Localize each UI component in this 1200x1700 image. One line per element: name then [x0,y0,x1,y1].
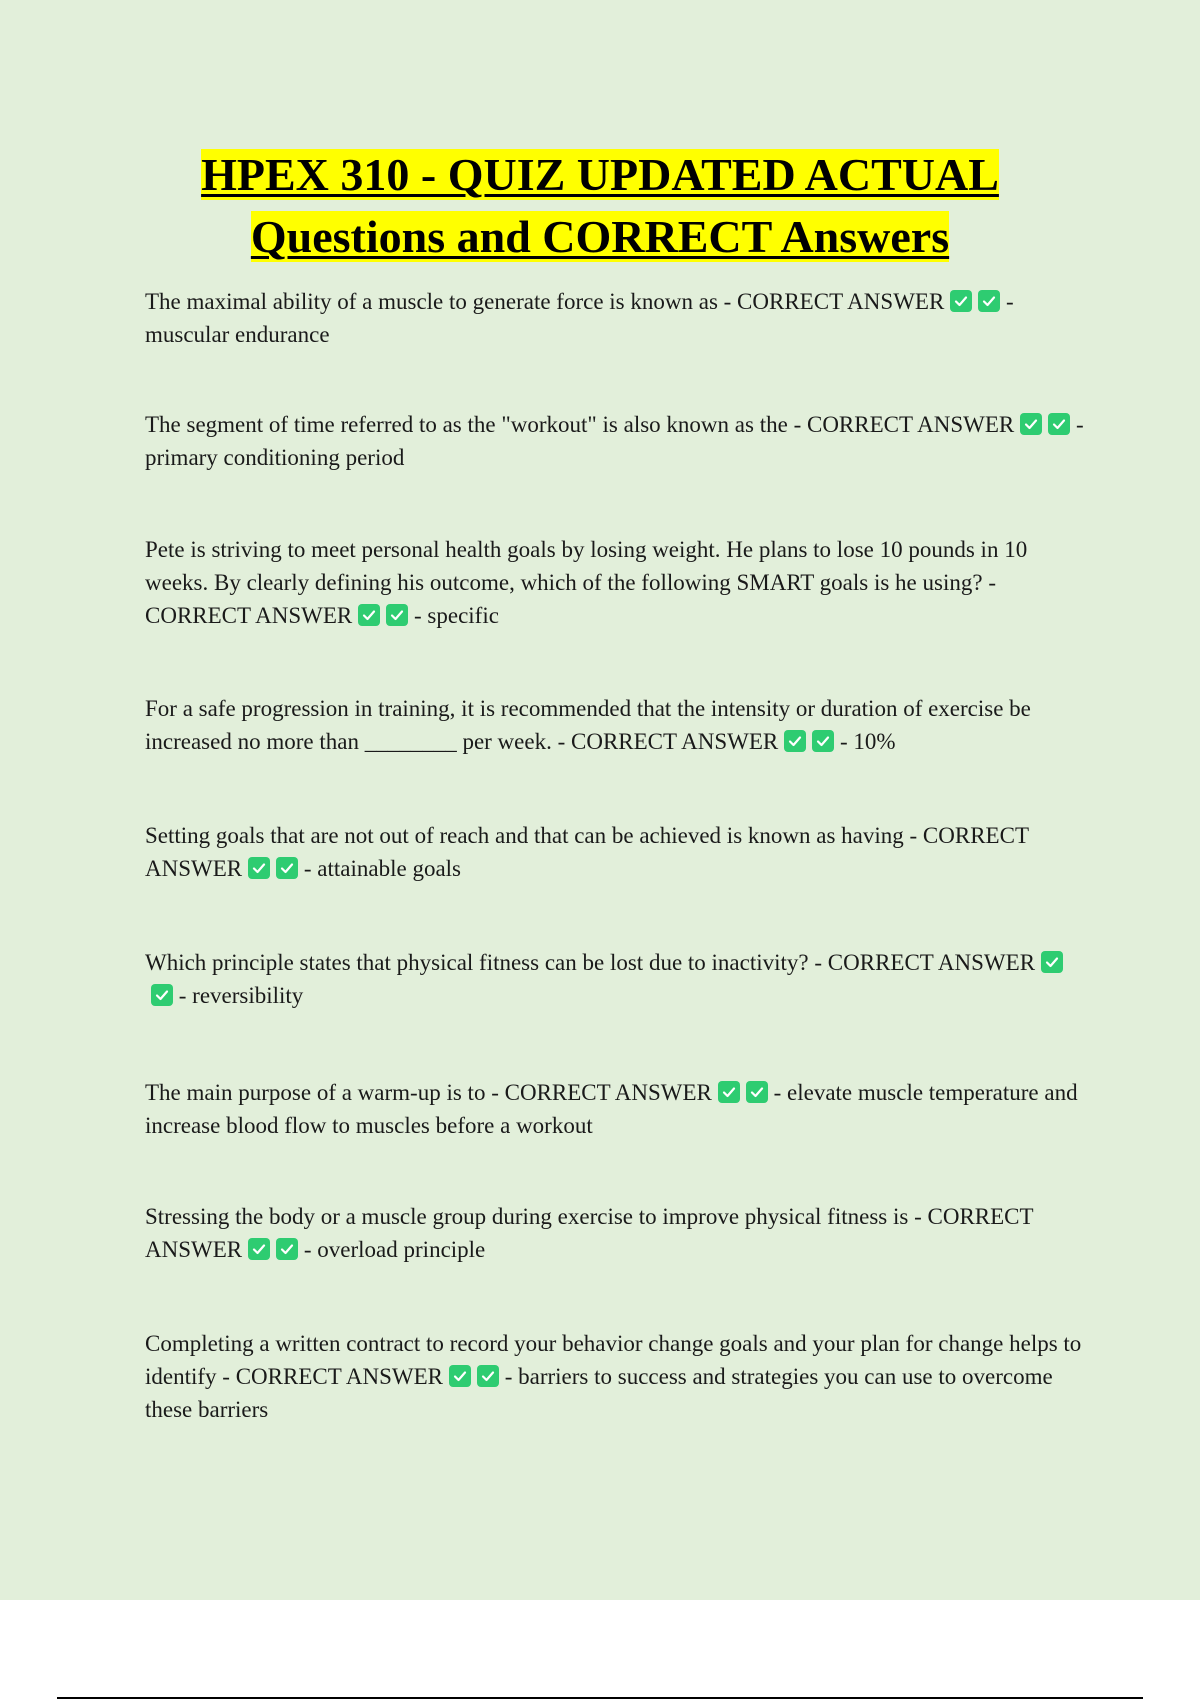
answer-text: barriers to success and strategies you can use to overcome these barriers [145,1364,1053,1422]
check-mark-icon [276,857,298,879]
answer-separator: - [1006,289,1014,314]
answer-text: primary conditioning period [145,445,405,470]
question-text: Pete is striving to meet personal health goals by losing weight. He plans to lose 10 pounds in 10 weeks. By clearly defining his outcome, which of the following SMART goals is he using? [145,537,1028,595]
qa-item [145,1200,1090,1266]
qa-item [145,1327,1090,1426]
check-mark-icon [1048,413,1070,435]
answer-text: 10% [853,729,896,754]
check-mark-icon [1020,413,1042,435]
correct-answer-label: - CORRECT ANSWER [793,412,1015,437]
correct-answer-label: - CORRECT ANSWER [814,950,1036,975]
qa-item [145,819,1090,885]
check-mark-icon [1041,951,1063,973]
answer-text: reversibility [192,983,304,1008]
answer-separator: - [773,1080,788,1105]
answer-text: elevate muscle temperature and increase blood flow to muscles before a workout [145,1080,1078,1138]
check-mark-icon [812,730,834,752]
question-text: The main purpose of a warm-up is to [145,1080,486,1105]
title-line-1: HPEX 310 - QUIZ UPDATED ACTUAL [201,149,999,200]
check-mark-icon [449,1365,471,1387]
answer-text: overload principle [317,1237,486,1262]
question-text: The segment of time referred to as the "workout" is also known as the [145,412,788,437]
correct-answer-label: - CORRECT ANSWER [723,289,945,314]
check-mark-icon [248,1238,270,1260]
question-text: Which principle states that physical fitness can be lost due to inactivity? [145,950,809,975]
answer-separator: - [303,1237,318,1262]
answer-separator: - [840,729,854,754]
qa-item [145,1076,1090,1142]
check-mark-icon [950,290,972,312]
answer-text: specific [427,603,499,628]
check-mark-icon [248,857,270,879]
question-text: Stressing the body or a muscle group during exercise to improve physical fitness is [145,1204,909,1229]
answer-separator: - [303,856,318,881]
correct-answer-label: - CORRECT ANSWER [222,1364,443,1389]
correct-answer-label: - CORRECT ANSWER [145,570,996,628]
correct-answer-label: - CORRECT ANSWER [145,823,1029,881]
check-mark-icon [978,290,1000,312]
qa-item [145,533,1090,632]
qa-item [145,408,1090,474]
check-mark-icon [151,984,173,1006]
check-mark-icon [784,730,806,752]
answer-text: attainable goals [317,856,461,881]
correct-answer-label: - CORRECT ANSWER [557,729,779,754]
answer-separator: - [1075,412,1084,437]
qa-item [145,285,1090,351]
document-title [0,144,1200,268]
footer-divider [57,1697,1143,1699]
correct-answer-label: - CORRECT ANSWER [491,1080,712,1105]
check-mark-icon [386,604,408,626]
correct-answer-label: - CORRECT ANSWER [145,1204,1034,1262]
answer-separator: - [178,983,193,1008]
answer-separator: - [414,603,428,628]
answer-separator: - [504,1364,519,1389]
qa-item [145,946,1090,1012]
qa-item [145,692,1090,758]
check-mark-icon [477,1365,499,1387]
title-line-2: Questions and CORRECT Answers [250,211,950,262]
check-mark-icon [358,604,380,626]
check-mark-icon [746,1081,768,1103]
question-text: Completing a written contract to record your behavior change goals and your plan for change helps to identify [145,1331,1082,1389]
question-text: Setting goals that are not out of reach and that can be achieved is known as having [145,823,904,848]
question-text: The maximal ability of a muscle to generate force is known as [145,289,718,314]
answer-text: muscular endurance [145,322,330,347]
check-mark-icon [276,1238,298,1260]
question-text: For a safe progression in training, it is recommended that the intensity or duration of exercise be increased no more than ________ per week. [145,696,1031,754]
check-mark-icon [718,1081,740,1103]
